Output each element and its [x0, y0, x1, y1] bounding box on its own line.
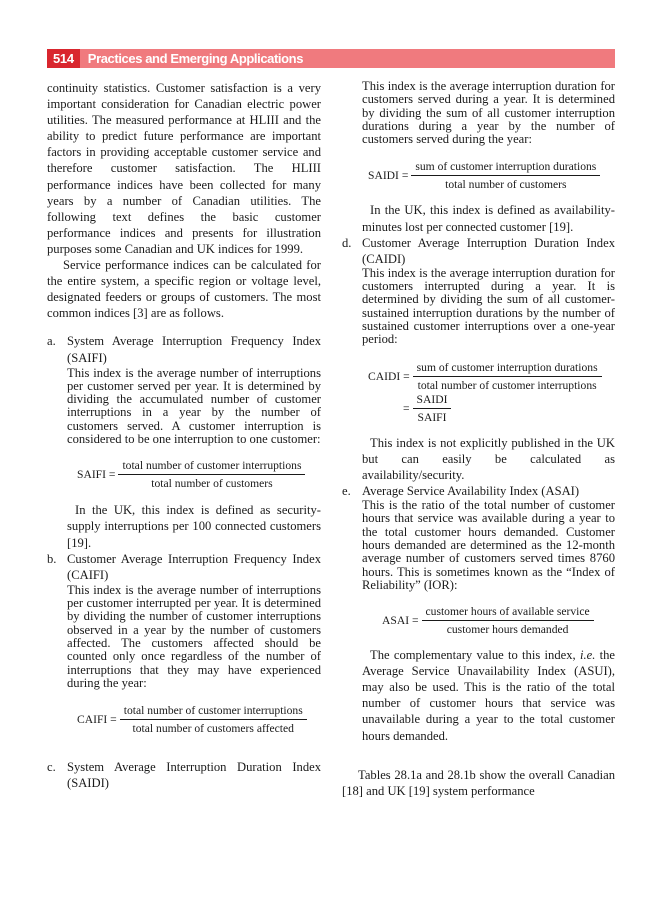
saidi-description: This index is the average interruption duration for customers served during a year. It is determined by dividing the sum of all customer interruption durations during a year by the number of customers served during the year: — [362, 79, 615, 147]
list-item-caidi — [342, 235, 615, 347]
asui-note — [362, 647, 615, 744]
caidi-ratio-formula — [403, 393, 615, 425]
formula-numerator: sum of customer interruption durations — [413, 361, 602, 377]
caidi-uk-note: This index is not explicitly published in the UK but can easily be calculated as availability/security. — [362, 435, 615, 482]
list-item-asai — [342, 483, 615, 592]
formula-numerator: customer hours of available service — [422, 605, 594, 621]
formula-lhs: ASAI = — [382, 614, 419, 628]
caifi-formula — [77, 704, 321, 736]
asai-formula — [382, 605, 615, 637]
running-title: Practices and Emerging Applications — [87, 51, 304, 66]
list-item-caifi — [47, 551, 321, 691]
caidi-title: Customer Average Interruption Duration Index (CAIDI) — [362, 235, 615, 266]
saidi-formula — [368, 160, 615, 192]
list-item-saidi — [47, 759, 321, 791]
list-label: e. — [342, 483, 351, 498]
list-label: b. — [47, 551, 57, 566]
formula-denominator: total number of customers — [151, 477, 273, 491]
page-number: 514 — [47, 49, 80, 68]
asui-note-body: the Average Service Unavailability Index (ASUI), may also be used. This is the ratio of the total number of customer hours that service was unavailable during a year to the total customer hours demanded. — [362, 648, 616, 743]
formula-lhs: CAIDI = — [368, 369, 410, 383]
formula-lhs: CAIFI = — [77, 713, 117, 727]
formula-denominator: customer hours demanded — [446, 623, 569, 637]
right-column — [342, 80, 615, 799]
asui-note-intro: The complementary value to this index, — [370, 648, 576, 663]
formula-denominator: total number of customer interruptions — [417, 378, 597, 392]
left-column — [47, 80, 321, 791]
list-label: d. — [342, 235, 352, 250]
saidi-uk-note: In the UK, this index is defined as availability-minutes lost per connected customer [19]. — [362, 203, 615, 234]
list-label: c. — [47, 760, 56, 775]
list-item-saifi — [47, 333, 321, 446]
saifi-title: System Average Interruption Frequency Index (SAIFI) — [67, 334, 321, 365]
saifi-description: This index is the average number of interruptions per customer served per year. It is determined by dividing the accumulated number of customer interruptions in a year by the number of customers served. A customer interruption is considered to be one interruption to one customer: — [67, 365, 321, 447]
paragraph-indices: Service performance indices can be calculated for the entire system, a specific region or voltage level, designated feeders or groups of customers. The most common indices [3] are as follows. — [47, 258, 321, 321]
formula-denominator: total number of customers — [445, 178, 567, 192]
running-header — [47, 49, 615, 68]
caidi-description: This index is the average interruption duration for customers interrupted during a year. It is determined by dividing the sum of all customer-sustained interruption durations by the number of sustained customer interruptions over a one-year period: — [362, 265, 615, 347]
asai-description: This is the ratio of the total number of customer hours that service was available during a year to the total customer hours demanded. Customer hours demanded are determined as the 12-month average number of customers served times 8760 hours. This is sometimes known as the “Index of Reliability” (IOR): — [362, 498, 615, 592]
asui-note-ie: i.e. — [579, 648, 596, 663]
list-label: a. — [47, 334, 56, 349]
formula-numerator: total number of customer interruptions — [120, 704, 307, 720]
formula-lhs: SAIDI = — [368, 169, 409, 183]
formula-numerator: SAIDI — [413, 393, 452, 409]
saifi-formula — [77, 459, 321, 491]
caidi-formula — [368, 361, 615, 393]
formula-lhs: SAIFI = — [77, 468, 116, 482]
saifi-uk-note: In the UK, this index is defined as security-supply interruptions per 100 connected customers [19]. — [67, 503, 321, 550]
formula-numerator: total number of customer interruptions — [118, 459, 305, 475]
asai-title: Average Service Availability Index (ASAI) — [362, 483, 580, 498]
formula-denominator: SAIFI — [417, 410, 447, 424]
saidi-title: System Average Interruption Duration Index (SAIDI) — [67, 760, 321, 791]
caifi-title: Customer Average Interruption Frequency Index (CAIFI) — [67, 551, 321, 582]
formula-equals: = — [403, 401, 410, 415]
paragraph-tables: Tables 28.1a and 28.1b show the overall Canadian [18] and UK [19] system performance — [342, 767, 615, 798]
formula-numerator: sum of customer interruption durations — [411, 160, 600, 176]
paragraph-intro: continuity statistics. Customer satisfaction is a very important consideration for Canadian electric power utilities. The measured performance at HLIII and the ability to predict future performance are important factors in providing acceptable customer service and therefore customer satisfaction. The HLIII performance indices have been collected for many years by a number of Canadian utilities. The following text defines the basic customer performance indices and presents for illustration purposes some Canadian and UK indices for 1999. — [47, 81, 321, 256]
formula-denominator: total number of customers affected — [132, 722, 294, 736]
caifi-description: This index is the average number of interruptions per customer interrupted per year. It is determined by dividing the number of customer interruptions observed in a year by the number of customers affected. The customers affected should be counted only once regardless of the number of interruptions that they may have experienced during the year: — [67, 582, 321, 690]
